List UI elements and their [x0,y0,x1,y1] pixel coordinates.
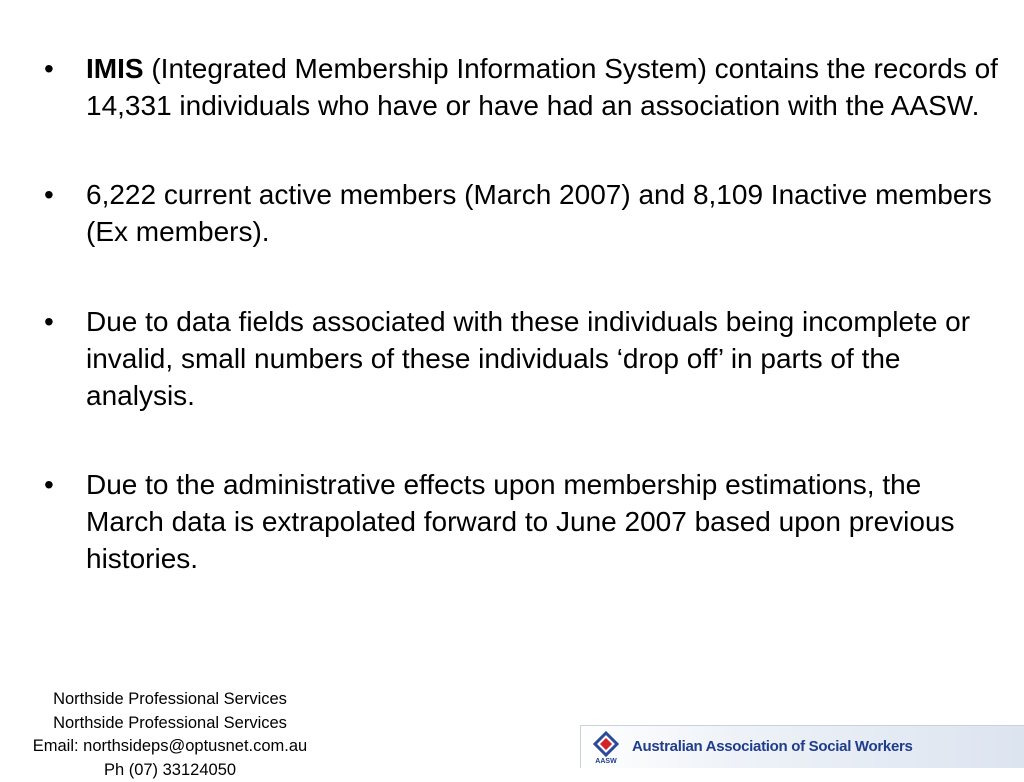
bullet-icon: • [44,466,54,503]
aasw-logo-icon [593,731,619,765]
bullet-item [0,176,1000,250]
bullet-icon: • [44,303,54,340]
footer-email: Email: northsideps@optusnet.com.au [0,735,340,759]
footer-line: Northside Professional Services [0,688,340,712]
footer-line: Northside Professional Services [0,712,340,736]
bullet-text: Due to the administrative effects upon membership estimations, the March data is extrapolated forward to June 2007 based upon previous histories. [86,469,955,574]
bullet-list [0,50,1000,629]
bullet-icon: • [44,50,54,87]
bullet-item [0,50,1000,124]
bullet-text: Due to data fields associated with these individuals being incomplete or invalid, small numbers of these individuals ‘drop off’ in parts of the analysis. [86,306,970,411]
bullet-item [0,466,1000,577]
bullet-text: 6,222 current active members (March 2007) and 8,109 Inactive members (Ex members). [86,179,992,247]
bullet-term: IMIS [86,53,144,84]
logo-organization-name: Australian Association of Social Workers [632,738,913,755]
bullet-icon: • [44,176,54,213]
logo-abbr: AASW [595,758,617,765]
aasw-logo-banner [580,725,1024,768]
bullet-item [0,303,1000,414]
footer-contact [0,688,340,782]
bullet-text: (Integrated Membership Information System) contains the records of 14,331 individuals who have or have had an association with the AASW. [86,53,998,121]
footer-phone: Ph (07) 33124050 [0,759,340,782]
